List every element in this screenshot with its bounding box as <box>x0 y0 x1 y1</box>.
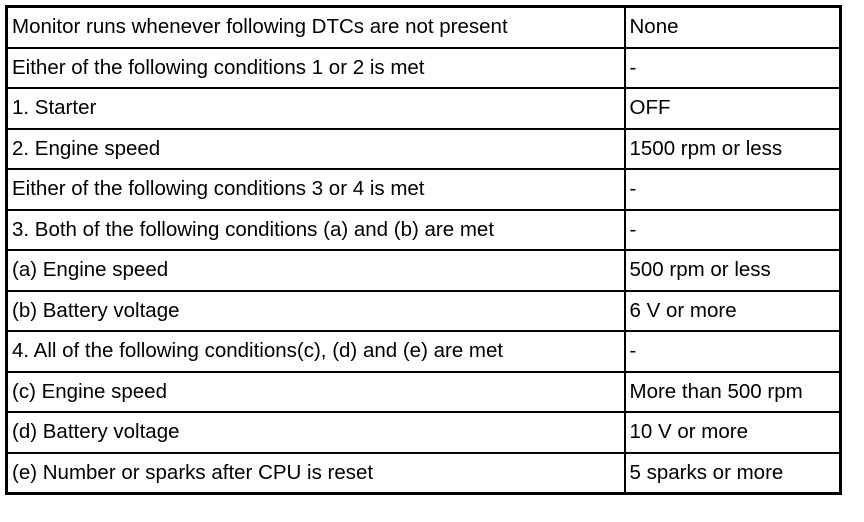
condition-cell: (e) Number or sparks after CPU is reset <box>7 453 625 494</box>
value-cell: None <box>625 7 841 48</box>
condition-cell: Monitor runs whenever following DTCs are not present <box>7 7 625 48</box>
table-row <box>7 291 841 332</box>
value-cell: OFF <box>625 88 841 129</box>
table-row <box>7 48 841 89</box>
table-row <box>7 331 841 372</box>
value-cell: 6 V or more <box>625 291 841 332</box>
value-cell: - <box>625 169 841 210</box>
value-cell: - <box>625 48 841 89</box>
condition-cell: (b) Battery voltage <box>7 291 625 332</box>
condition-cell: 1. Starter <box>7 88 625 129</box>
value-cell: - <box>625 210 841 251</box>
table-row <box>7 88 841 129</box>
monitor-conditions-table-container <box>5 5 842 495</box>
value-cell: - <box>625 331 841 372</box>
condition-cell: (c) Engine speed <box>7 372 625 413</box>
condition-cell: 3. Both of the following conditions (a) and (b) are met <box>7 210 625 251</box>
monitor-conditions-table <box>5 5 842 495</box>
table-row <box>7 129 841 170</box>
table-row <box>7 169 841 210</box>
condition-cell: Either of the following conditions 1 or 2 is met <box>7 48 625 89</box>
condition-cell: 2. Engine speed <box>7 129 625 170</box>
condition-cell: (a) Engine speed <box>7 250 625 291</box>
value-cell: 500 rpm or less <box>625 250 841 291</box>
value-cell: 5 sparks or more <box>625 453 841 494</box>
condition-cell: (d) Battery voltage <box>7 412 625 453</box>
table-row <box>7 250 841 291</box>
value-cell: More than 500 rpm <box>625 372 841 413</box>
value-cell: 10 V or more <box>625 412 841 453</box>
table-row <box>7 7 841 48</box>
table-row <box>7 210 841 251</box>
value-cell: 1500 rpm or less <box>625 129 841 170</box>
condition-cell: 4. All of the following conditions(c), (d) and (e) are met <box>7 331 625 372</box>
table-row <box>7 372 841 413</box>
table-row <box>7 453 841 494</box>
table-row <box>7 412 841 453</box>
condition-cell: Either of the following conditions 3 or 4 is met <box>7 169 625 210</box>
